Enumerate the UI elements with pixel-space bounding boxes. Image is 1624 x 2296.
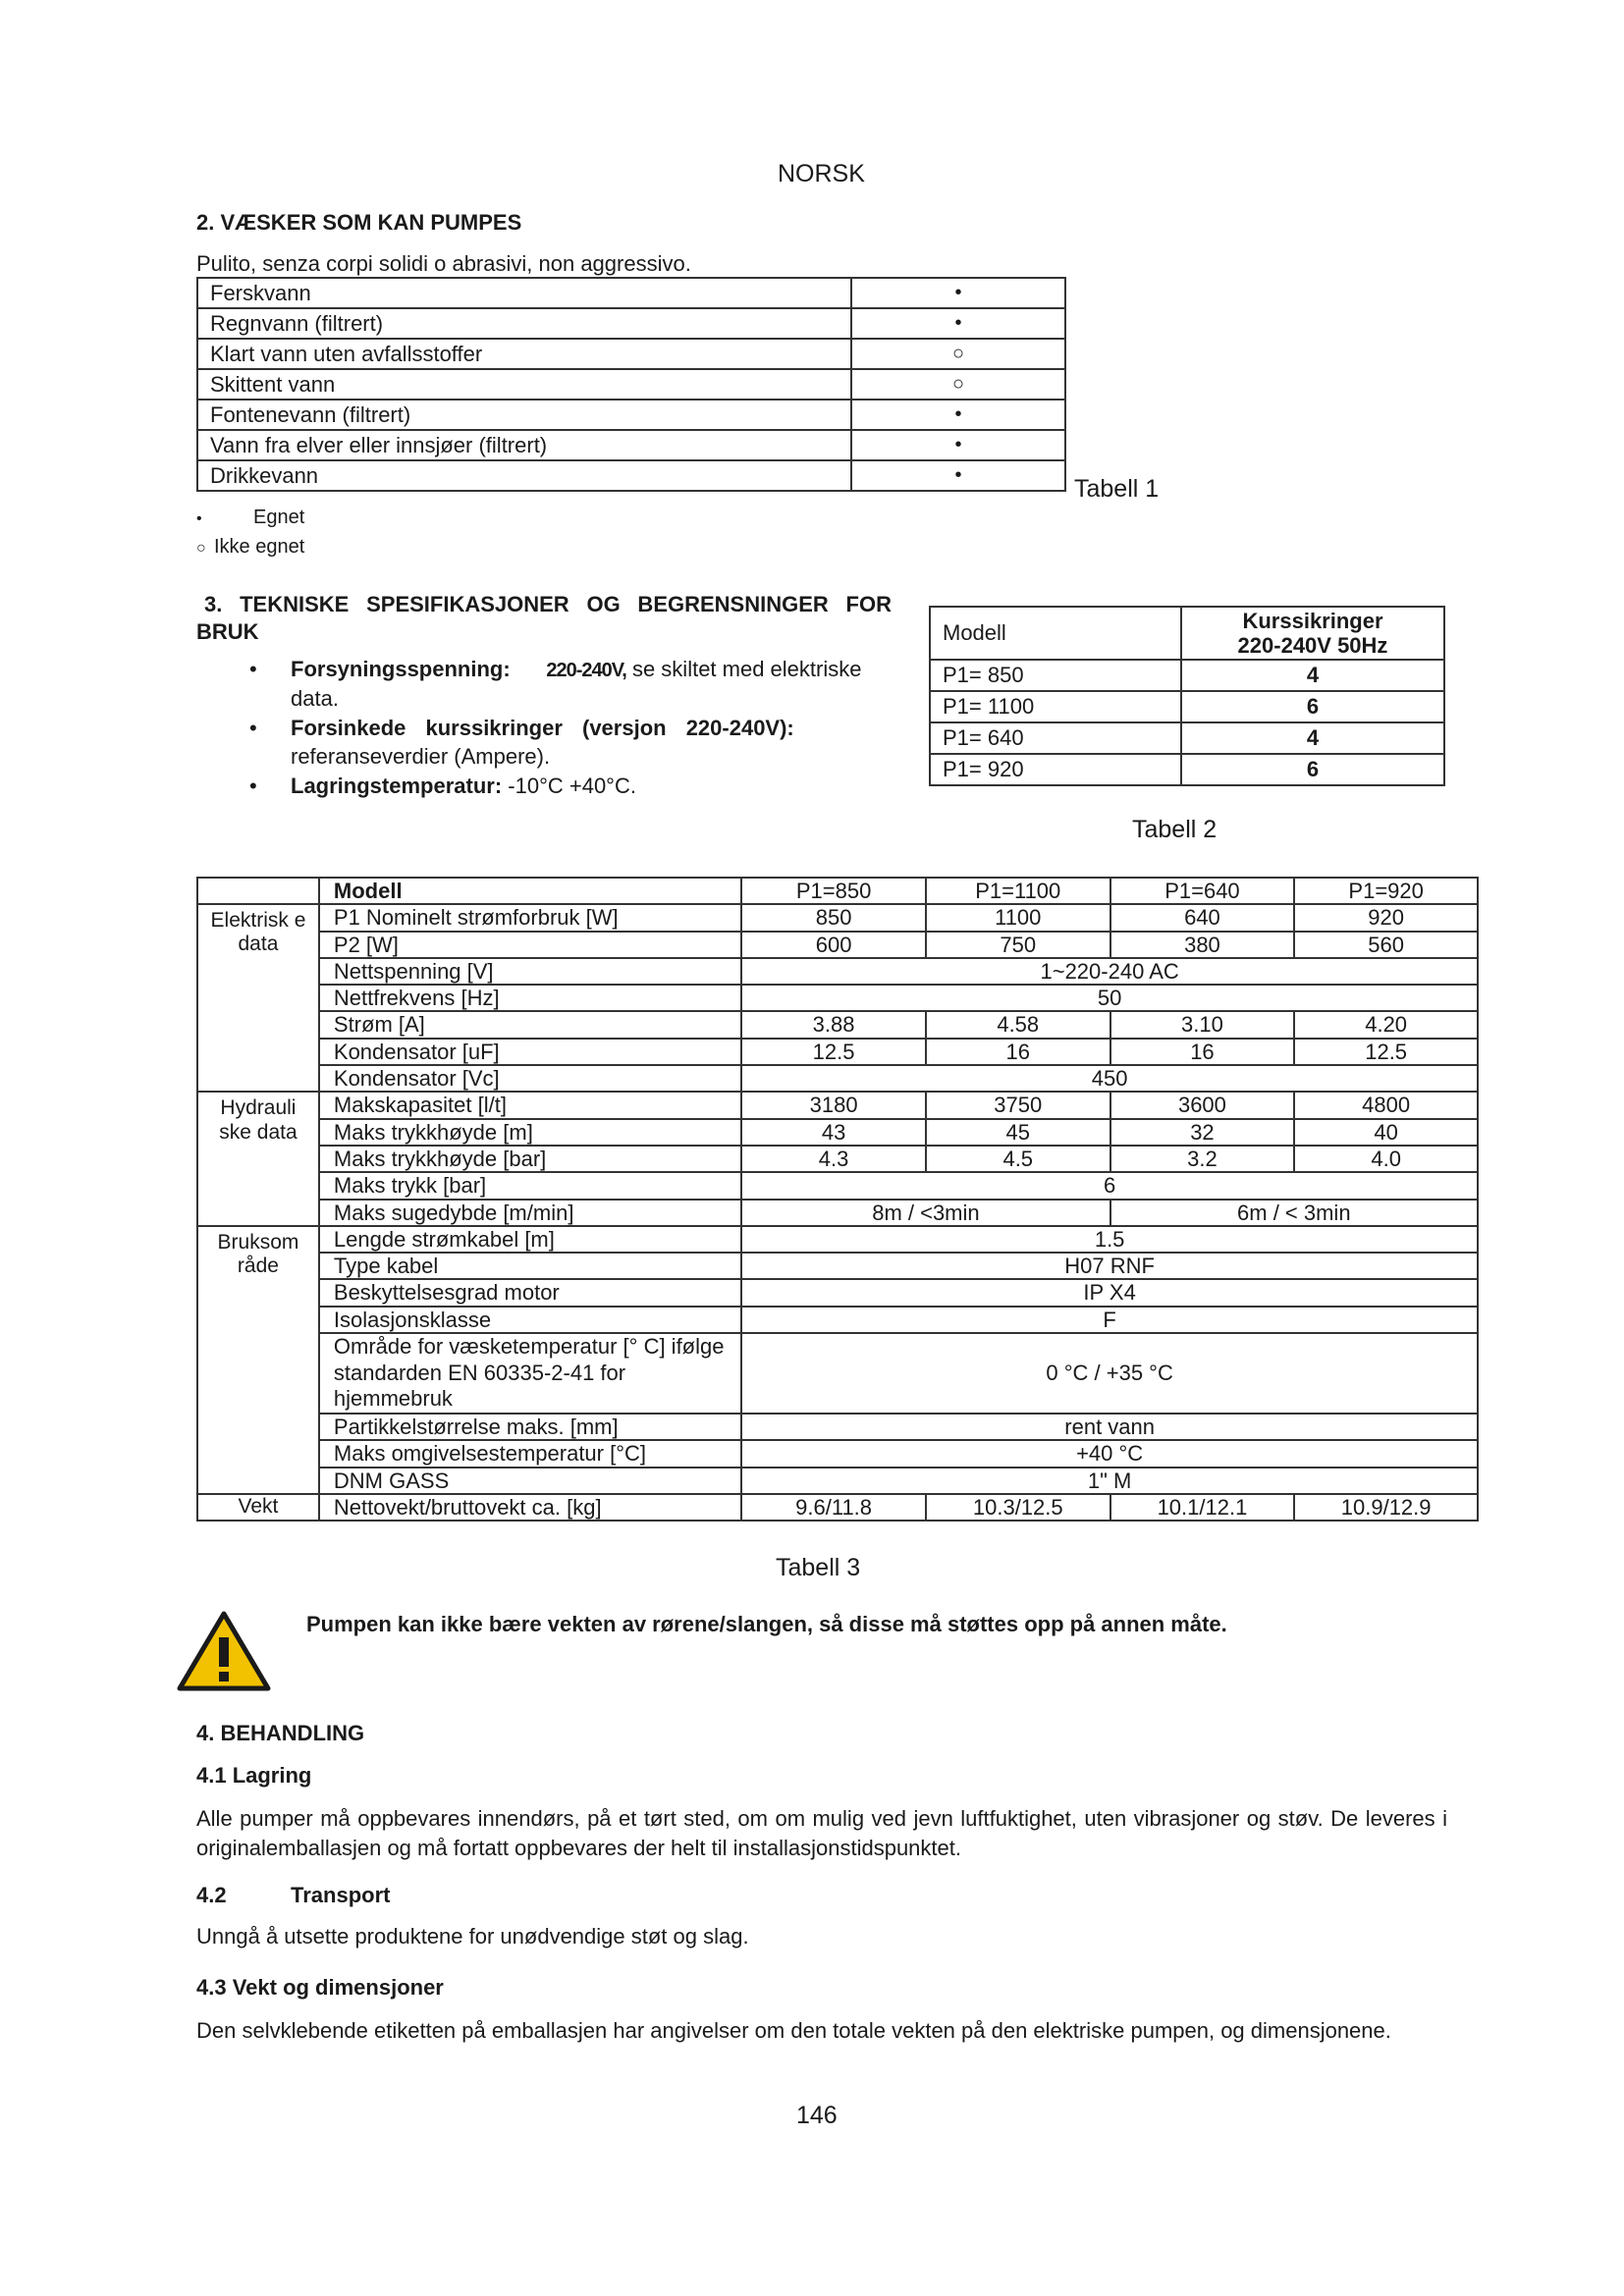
row-label: Type kabel bbox=[319, 1253, 741, 1279]
row-label: Strøm [A] bbox=[319, 1011, 741, 1038]
table-row bbox=[197, 1253, 1478, 1279]
fuse-value: 4 bbox=[1181, 660, 1444, 691]
section-2-heading: 2. VÆSKER SOM KAN PUMPES bbox=[196, 210, 522, 235]
suitability-symbol: • bbox=[851, 308, 1065, 339]
empty-corner-cell bbox=[197, 878, 319, 904]
liquid-label: Skittent vann bbox=[197, 369, 851, 400]
section-2-intro: Pulito, senza corpi solidi o abrasivi, non aggressivo. bbox=[196, 251, 691, 276]
fuse-header-line2: 220-240V 50Hz bbox=[1237, 633, 1388, 658]
cell-value: 560 bbox=[1294, 932, 1478, 958]
legend-symbol-suitable: • bbox=[196, 510, 202, 527]
table-row bbox=[197, 1226, 1478, 1253]
section-4-heading: 4. BEHANDLING bbox=[196, 1721, 365, 1745]
cell-value: 3.88 bbox=[741, 1011, 926, 1038]
cell-value: 40 bbox=[1294, 1119, 1478, 1146]
group-usage: Bruksom råde bbox=[197, 1226, 319, 1494]
row-label: Maks trykkhøyde [bar] bbox=[319, 1146, 741, 1172]
suitability-symbol: ○ bbox=[851, 339, 1065, 369]
warning-text: Pumpen kan ikke bære vekten av rørene/slangen, så disse må støttes opp på annen måte. bbox=[306, 1612, 1227, 1636]
cell-value-span: rent vann bbox=[741, 1414, 1478, 1440]
cell-value-span: 1" M bbox=[741, 1468, 1478, 1494]
row-label: Maks sugedybde [m/min] bbox=[319, 1200, 741, 1226]
liquid-label: Klart vann uten avfallsstoffer bbox=[197, 339, 851, 369]
table-row bbox=[197, 430, 1065, 460]
cell-value: 750 bbox=[926, 932, 1110, 958]
row-label: P2 [W] bbox=[319, 932, 741, 958]
row-label: Makskapasitet [l/t] bbox=[319, 1092, 741, 1118]
cell-value-span: 1~220-240 AC bbox=[741, 958, 1478, 985]
cell-value: 10.9/12.9 bbox=[1294, 1494, 1478, 1521]
table-row bbox=[197, 278, 1065, 308]
section-4-3-text: Den selvklebende etiketten på emballasjen har angivelser om den totale vekten på den elektriske pumpen, og dimensjonene. bbox=[196, 2018, 1391, 2043]
cell-value: 380 bbox=[1110, 932, 1295, 958]
cell-value-span: IP X4 bbox=[741, 1279, 1478, 1306]
legend-symbol-unsuitable: ○ bbox=[196, 540, 206, 557]
row-label: Maks trykk [bar] bbox=[319, 1172, 741, 1199]
fuse-value: 6 bbox=[1181, 754, 1444, 785]
section-4-2-text: Unngå å utsette produktene for unødvendige støt og slag. bbox=[196, 1924, 749, 1949]
section-4-1-text: Alle pumper må oppbevares innendørs, på et tørt sted, om om mulig ved jevn luftfuktighet, uten vibrasjoner og støv. De leveres i originalemballasjen og må fortatt oppbevares der helt til installasjonstidspunktet. bbox=[196, 1806, 1447, 1860]
cell-value: 43 bbox=[741, 1119, 926, 1146]
row-label: Kondensator [uF] bbox=[319, 1039, 741, 1065]
fuse-header-line1: Kurssikringer bbox=[1242, 608, 1383, 633]
suitability-symbol: • bbox=[851, 400, 1065, 430]
row-label: Nettspenning [V] bbox=[319, 958, 741, 985]
fuse-model: P1= 1100 bbox=[930, 691, 1181, 722]
table-row bbox=[930, 660, 1444, 691]
cell-value: 10.1/12.1 bbox=[1110, 1494, 1295, 1521]
suitability-symbol: • bbox=[851, 460, 1065, 491]
cell-value: 9.6/11.8 bbox=[741, 1494, 926, 1521]
table-row bbox=[197, 1279, 1478, 1306]
cell-value: 16 bbox=[926, 1039, 1110, 1065]
header-model-col: P1=1100 bbox=[926, 878, 1110, 904]
table-row bbox=[197, 1494, 1478, 1521]
warning-triangle-icon bbox=[177, 1610, 271, 1692]
cell-value: 4.0 bbox=[1294, 1146, 1478, 1172]
cell-value: 600 bbox=[741, 932, 926, 958]
cell-value-span: 6m / < 3min bbox=[1110, 1200, 1478, 1226]
cell-value: 3180 bbox=[741, 1092, 926, 1118]
header-model-col: P1=640 bbox=[1110, 878, 1295, 904]
table-row bbox=[930, 691, 1444, 722]
table-row bbox=[197, 460, 1065, 491]
cell-value: 4.3 bbox=[741, 1146, 926, 1172]
fuse-table-fuse-header bbox=[1181, 607, 1444, 660]
spec-storage-text: -10°C +40°C. bbox=[502, 774, 636, 799]
table-row bbox=[197, 1307, 1478, 1333]
cell-value: 16 bbox=[1110, 1039, 1295, 1065]
cell-value: 640 bbox=[1110, 904, 1295, 931]
cell-value: 920 bbox=[1294, 904, 1478, 931]
row-label: Nettovekt/bruttovekt ca. [kg] bbox=[319, 1494, 741, 1521]
table-row bbox=[197, 308, 1065, 339]
cell-value: 32 bbox=[1110, 1119, 1295, 1146]
table-row bbox=[197, 1172, 1478, 1199]
table-row bbox=[197, 1146, 1478, 1172]
cell-value: 4.5 bbox=[926, 1146, 1110, 1172]
cell-value: 1100 bbox=[926, 904, 1110, 931]
row-label: Maks trykkhøyde [m] bbox=[319, 1119, 741, 1146]
cell-value: 3600 bbox=[1110, 1092, 1295, 1118]
header-model: Modell bbox=[319, 878, 741, 904]
cell-value-span: 6 bbox=[741, 1172, 1478, 1199]
table-row bbox=[197, 985, 1478, 1011]
spec-item-storage bbox=[249, 772, 911, 801]
spec-voltage-text: se skiltet med elektriske data. bbox=[291, 657, 862, 711]
row-label: Partikkelstørrelse maks. [mm] bbox=[319, 1414, 741, 1440]
liquid-label: Vann fra elver eller innsjøer (filtrert) bbox=[197, 430, 851, 460]
cell-value: 45 bbox=[926, 1119, 1110, 1146]
table-row bbox=[197, 904, 1478, 931]
cell-value: 4800 bbox=[1294, 1092, 1478, 1118]
table-3-caption: Tabell 3 bbox=[776, 1554, 861, 1581]
cell-value: 850 bbox=[741, 904, 926, 931]
header-model-col: P1=850 bbox=[741, 878, 926, 904]
row-label: Nettfrekvens [Hz] bbox=[319, 985, 741, 1011]
cell-value: 3.2 bbox=[1110, 1146, 1295, 1172]
cell-value-span: 0 °C / +35 °C bbox=[741, 1333, 1478, 1414]
group-weight: Vekt bbox=[197, 1494, 319, 1521]
spec-storage-label: Lagringstemperatur: bbox=[291, 774, 503, 799]
spec-voltage-label: Forsyningsspenning: bbox=[291, 657, 511, 681]
fuse-model: P1= 640 bbox=[930, 722, 1181, 754]
table-row bbox=[197, 339, 1065, 369]
cell-value: 4.58 bbox=[926, 1011, 1110, 1038]
technical-data-table bbox=[196, 877, 1479, 1522]
section-3-heading bbox=[196, 591, 892, 645]
section-3-heading-line2: BRUK bbox=[196, 618, 259, 644]
row-label: DNM GASS bbox=[319, 1468, 741, 1494]
fuse-table bbox=[929, 606, 1445, 786]
liquids-table bbox=[196, 277, 1066, 492]
fuse-model: P1= 850 bbox=[930, 660, 1181, 691]
page-header: NORSK bbox=[778, 160, 865, 187]
table-row bbox=[197, 1200, 1478, 1226]
spec-voltage-value: 220-240V, bbox=[546, 660, 626, 681]
cell-value-span: H07 RNF bbox=[741, 1253, 1478, 1279]
table-row bbox=[197, 1119, 1478, 1146]
group-electrical: Elektrisk e data bbox=[197, 904, 319, 1092]
section-3-heading-line1: 3. TEKNISKE SPESIFIKASJONER OG BEGRENSNINGER FOR bbox=[204, 592, 892, 616]
cell-value-span: +40 °C bbox=[741, 1440, 1478, 1467]
fuse-value: 4 bbox=[1181, 722, 1444, 754]
fuse-value: 6 bbox=[1181, 691, 1444, 722]
cell-value: 3750 bbox=[926, 1092, 1110, 1118]
table-row bbox=[930, 722, 1444, 754]
cell-value-span: 8m / <3min bbox=[741, 1200, 1110, 1226]
table-2-caption: Tabell 2 bbox=[1132, 816, 1218, 843]
cell-value: 12.5 bbox=[1294, 1039, 1478, 1065]
table-header-row bbox=[197, 878, 1478, 904]
cell-value: 10.3/12.5 bbox=[926, 1494, 1110, 1521]
table-row bbox=[197, 1440, 1478, 1467]
section-4-3-heading: 4.3 Vekt og dimensjoner bbox=[196, 1975, 444, 2000]
fuse-table-model-header: Modell bbox=[930, 607, 1181, 660]
table-header-row bbox=[930, 607, 1444, 660]
spec-item-fuses bbox=[249, 714, 911, 772]
cell-value: 12.5 bbox=[741, 1039, 926, 1065]
table-row bbox=[197, 958, 1478, 985]
table-row bbox=[197, 1468, 1478, 1494]
group-hydraulic: Hydrauli ske data bbox=[197, 1092, 319, 1225]
suitability-symbol: • bbox=[851, 430, 1065, 460]
cell-value-span: F bbox=[741, 1307, 1478, 1333]
table-row bbox=[197, 1092, 1478, 1118]
legend-text-unsuitable: Ikke egnet bbox=[214, 536, 305, 558]
row-label: Lengde strømkabel [m] bbox=[319, 1226, 741, 1253]
row-label: Maks omgivelsestemperatur [°C] bbox=[319, 1440, 741, 1467]
header-model-col: P1=920 bbox=[1294, 878, 1478, 904]
table-1-caption: Tabell 1 bbox=[1074, 475, 1160, 503]
cell-value-span: 450 bbox=[741, 1065, 1478, 1092]
table-row bbox=[197, 369, 1065, 400]
table-row bbox=[197, 1065, 1478, 1092]
page-number: 146 bbox=[796, 2102, 838, 2129]
table-row bbox=[197, 1414, 1478, 1440]
section-4-2-number: 4.2 bbox=[196, 1883, 227, 1907]
table-row bbox=[930, 754, 1444, 785]
fuse-model: P1= 920 bbox=[930, 754, 1181, 785]
spec-fuses-label: Forsinkede kurssikringer (versjon 220-240V): bbox=[291, 715, 794, 740]
cell-value: 3.10 bbox=[1110, 1011, 1295, 1038]
row-label: Beskyttelsesgrad motor bbox=[319, 1279, 741, 1306]
section-4-2-title: Transport bbox=[291, 1883, 391, 1907]
table-row bbox=[197, 1333, 1478, 1414]
suitability-symbol: ○ bbox=[851, 369, 1065, 400]
table-row bbox=[197, 400, 1065, 430]
table-row bbox=[197, 1039, 1478, 1065]
liquid-label: Drikkevann bbox=[197, 460, 851, 491]
suitability-symbol: • bbox=[851, 278, 1065, 308]
legend bbox=[196, 507, 304, 565]
table-row bbox=[197, 932, 1478, 958]
row-label: P1 Nominelt strømforbruk [W] bbox=[319, 904, 741, 931]
row-label: Område for væsketemperatur [° C] ifølge standarden EN 60335-2-41 for hjemmebruk bbox=[319, 1333, 741, 1414]
cell-value: 4.20 bbox=[1294, 1011, 1478, 1038]
row-label: Isolasjonsklasse bbox=[319, 1307, 741, 1333]
cell-value-span: 50 bbox=[741, 985, 1478, 1011]
cell-value-span: 1.5 bbox=[741, 1226, 1478, 1253]
spec-list bbox=[249, 655, 911, 801]
liquid-label: Ferskvann bbox=[197, 278, 851, 308]
spec-item-voltage bbox=[249, 655, 911, 714]
row-label: Kondensator [Vc] bbox=[319, 1065, 741, 1092]
liquid-label: Fontenevann (filtrert) bbox=[197, 400, 851, 430]
legend-text-suitable: Egnet bbox=[253, 507, 305, 528]
liquid-label: Regnvann (filtrert) bbox=[197, 308, 851, 339]
spec-fuses-text: referanseverdier (Ampere). bbox=[291, 744, 551, 770]
section-4-1-heading: 4.1 Lagring bbox=[196, 1763, 312, 1788]
table-row bbox=[197, 1011, 1478, 1038]
